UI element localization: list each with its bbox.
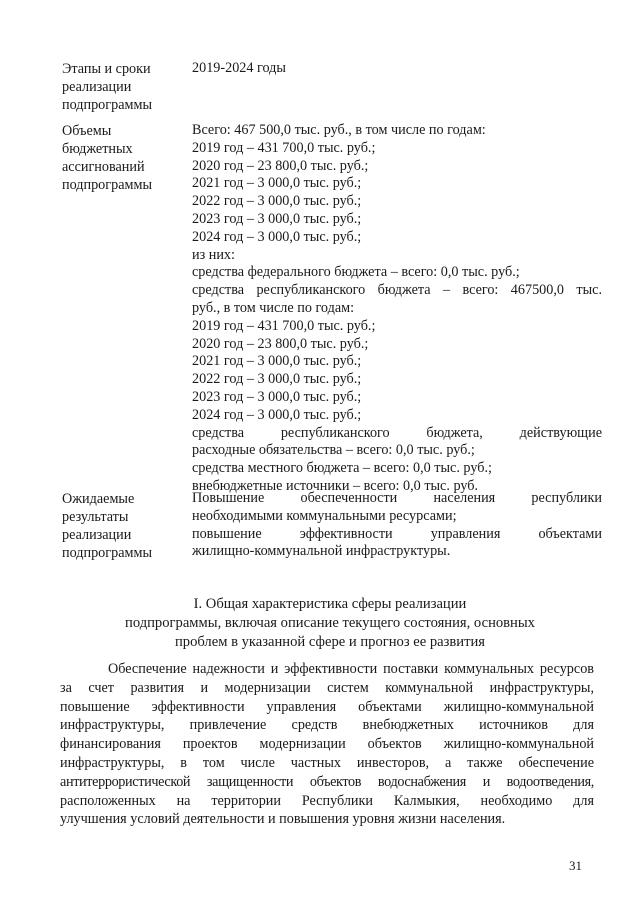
funding-line: 2021 год – 3 000,0 тыс. руб.;: [192, 353, 362, 370]
funding-line: 2023 год – 3 000,0 тыс. руб.;: [192, 210, 362, 227]
heading-line: проблем в указанной сфере и прогноз ее развития: [174, 634, 486, 650]
row-label: [62, 490, 192, 562]
results-line: жилищно-коммунальной инфраструктуры.: [192, 543, 451, 560]
paragraph-line: за счет развития и модернизации систем коммунальной инфраструктуры,: [60, 679, 594, 696]
funding-line: средства республиканского бюджета – всего: 467500,0 тыс.: [192, 282, 602, 299]
paragraph-line: антитеррористической защищенности объектов водоснабжения и водоотведения,: [60, 773, 594, 790]
paragraph-line: улучшения условий деятельности и повышения уровня жизни населения.: [60, 811, 506, 828]
body-paragraph: [60, 660, 594, 829]
passport-row-stages: [62, 60, 602, 114]
funding-line: из них:: [192, 246, 235, 263]
funding-line: 2021 год – 3 000,0 тыс. руб.;: [192, 175, 362, 192]
label-line: реализации: [62, 527, 132, 543]
label-line: бюджетных: [62, 141, 133, 157]
label-line: Ожидаемые: [62, 491, 135, 507]
label-line: Объемы: [62, 123, 112, 139]
label-line: подпрограммы: [62, 97, 152, 113]
label-line: Этапы и сроки: [62, 61, 151, 77]
funding-line: средства местного бюджета – всего: 0,0 тыс. руб.;: [192, 460, 492, 477]
paragraph-line: Обеспечение надежности и эффективности поставки коммунальных ресурсов: [108, 661, 594, 677]
stages-value: 2019-2024 годы: [192, 60, 286, 76]
paragraph-line: расположенных на территории Республики Калмыкия, необходимо для: [60, 792, 594, 809]
label-line: результаты: [62, 509, 129, 525]
funding-line: 2020 год – 23 800,0 тыс. руб.;: [192, 157, 369, 174]
funding-line: 2019 год – 431 700,0 тыс. руб.;: [192, 139, 376, 156]
passport-row-funding: [62, 122, 602, 496]
funding-line: 2022 год – 3 000,0 тыс. руб.;: [192, 371, 362, 388]
row-label: [62, 60, 192, 114]
funding-line: расходные обязательства – всего: 0,0 тыс. руб.;: [192, 442, 475, 459]
heading-line: I. Общая характеристика сферы реализации: [193, 596, 467, 612]
row-label: [62, 122, 192, 496]
funding-line: внебюджетные источники – всего: 0,0 тыс. руб.: [192, 477, 479, 494]
funding-line: 2020 год – 23 800,0 тыс. руб.;: [192, 335, 369, 352]
label-line: ассигнований: [62, 159, 145, 175]
row-value: [192, 122, 602, 496]
paragraph-line: инфраструктуры, в том числе частных инвесторов, а также обеспечение: [60, 754, 594, 771]
label-line: подпрограммы: [62, 177, 152, 193]
page-number: 31: [569, 858, 582, 873]
funding-line: Всего: 467 500,0 тыс. руб., в том числе по годам:: [192, 122, 486, 138]
paragraph-line: инфраструктуры, привлечение средств внебюджетных источников для: [60, 717, 594, 734]
label-line: реализации: [62, 79, 132, 95]
paragraph-line: повышение эффективности управления объектами жилищно-коммунальной: [60, 698, 594, 715]
row-value: [192, 60, 602, 114]
paragraph-line: финансирования проектов модернизации объектов жилищно-коммунальной: [60, 736, 594, 753]
funding-line: средства республиканского бюджета, действующие: [192, 424, 602, 441]
funding-line: 2022 год – 3 000,0 тыс. руб.;: [192, 193, 362, 210]
funding-line: 2024 год – 3 000,0 тыс. руб.;: [192, 406, 362, 423]
row-value: [192, 490, 602, 562]
passport-row-results: [62, 490, 602, 562]
results-line: повышение эффективности управления объектами: [192, 525, 602, 542]
funding-line: 2023 год – 3 000,0 тыс. руб.;: [192, 388, 362, 405]
funding-line: средства федерального бюджета – всего: 0,0 тыс. руб.;: [192, 264, 520, 281]
funding-line: 2024 год – 3 000,0 тыс. руб.;: [192, 228, 362, 245]
results-line: необходимыми коммунальными ресурсами;: [192, 507, 457, 524]
results-line: Повышение обеспеченности населения республики: [192, 490, 602, 506]
heading-line: подпрограммы, включая описание текущего состояния, основных: [125, 615, 535, 631]
funding-line: руб., в том числе по годам:: [192, 299, 355, 316]
section-heading: [60, 595, 600, 652]
label-line: подпрограммы: [62, 545, 152, 561]
funding-line: 2019 год – 431 700,0 тыс. руб.;: [192, 317, 376, 334]
